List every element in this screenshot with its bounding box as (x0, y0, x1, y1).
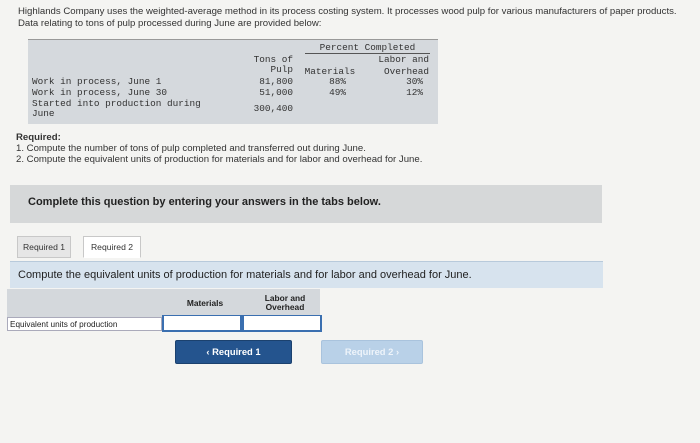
percent-completed-underline (305, 53, 430, 54)
row-label-wip-june1: Work in process, June 1 (32, 76, 162, 87)
row-label-started-line1: Started into production during (32, 98, 201, 109)
answer-col-labor-line2: Overhead (265, 302, 305, 312)
required-item-1: 1. Compute the number of tons of pulp completed and transferred out during June. (16, 143, 366, 154)
data-table (28, 39, 438, 124)
next-required-label: Required 2 (344, 346, 394, 357)
complete-notice-bar (10, 185, 602, 223)
labor-overhead-input[interactable] (242, 315, 322, 332)
row-labor-wip-june30: 12% (406, 87, 423, 98)
chevron-right-icon: › (393, 346, 400, 357)
row-labor-wip-june1: 30% (406, 76, 423, 87)
complete-notice-text: Complete this question by entering your answers in the tabs below. (28, 196, 381, 208)
row-materials-wip-june30: 49% (329, 87, 346, 98)
answer-col-materials: Materials (186, 298, 224, 308)
required-item-2: 2. Compute the equivalent units of production for materials and for labor and overhead for June. (16, 154, 423, 165)
percent-completed-header: Percent Completed (319, 42, 416, 53)
row-tons-wip-june30: 51,000 (259, 87, 293, 98)
tons-header-line1: Tons of (253, 54, 293, 65)
required-heading: Required: (16, 132, 61, 143)
row-tons-started: 300,400 (253, 103, 293, 114)
tab-required-2[interactable]: Required 2 (83, 236, 141, 258)
labor-header-line2: Overhead (383, 66, 429, 77)
row-materials-wip-june1: 88% (329, 76, 346, 87)
required-section (16, 132, 422, 165)
answer-col-labor-line1: Labor and (264, 293, 306, 303)
answer-table (7, 289, 320, 332)
tons-header-line2: Pulp (270, 64, 293, 75)
row-tons-wip-june1: 81,800 (259, 76, 293, 87)
row-label-wip-june30: Work in process, June 30 (32, 87, 168, 98)
prev-required-label: Required 1 (212, 346, 261, 357)
instruction-text: Compute the equivalent units of production for materials and for labor and overhead for June. (18, 269, 472, 281)
materials-input[interactable] (162, 315, 242, 332)
answer-row-label: Equivalent units of production (7, 317, 162, 331)
row-label-started-line2: June (32, 108, 55, 119)
labor-header-line1: Labor and (378, 54, 429, 65)
prev-required-button[interactable] (175, 340, 292, 364)
materials-header: Materials (304, 66, 356, 77)
next-required-button[interactable] (321, 340, 423, 364)
problem-intro: Highlands Company uses the weighted-average method in its process costing system. It processes wood pulp for various manufacturers of paper products. Data relating to tons of pulp processed during June are provided below: (18, 6, 677, 29)
chevron-left-icon: ‹ (206, 346, 213, 357)
instruction-bar (10, 261, 603, 288)
tab-required-1[interactable]: Required 1 (17, 236, 71, 258)
